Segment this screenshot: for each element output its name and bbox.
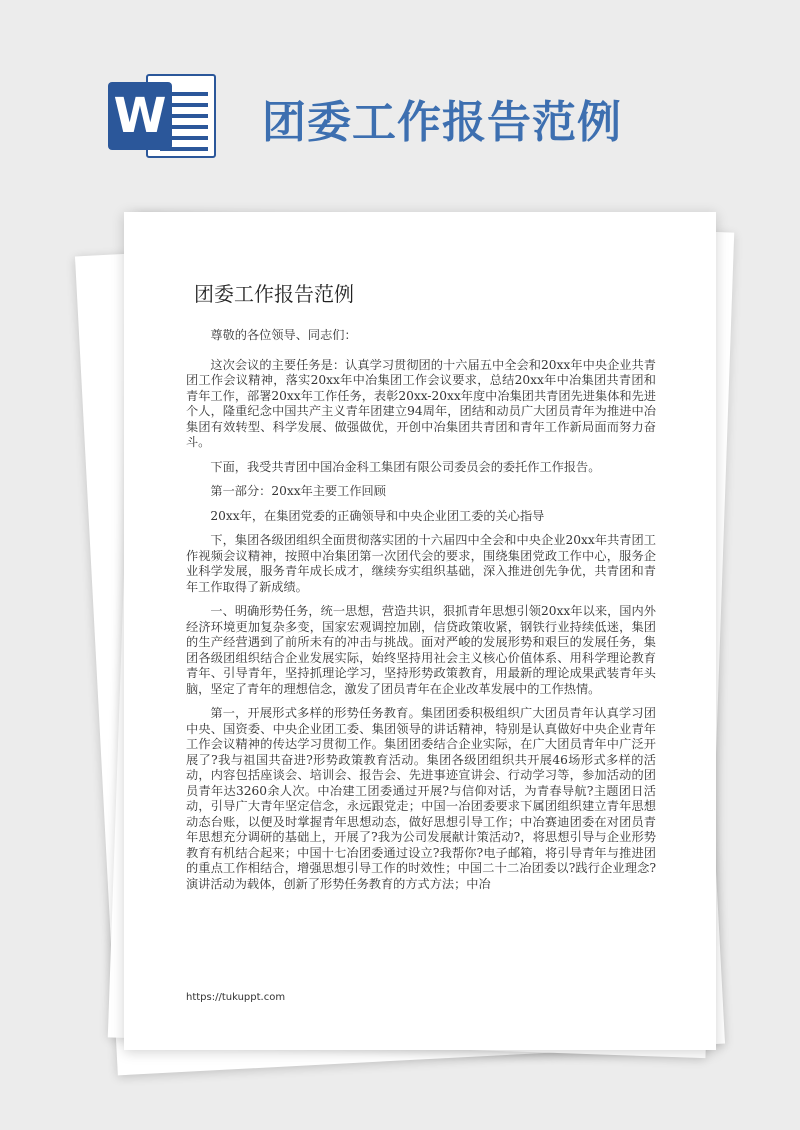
paragraph: 下，集团各级团组织全面贯彻落实团的十六届四中全会和中央企业20xx年共青团工作视频会议精神，按照中冶集团第一次团代会的要求，围绕集团党政工作中心，服务企业科学发展，服务青年成长成才，继续夯实组织基础，深入推进创先争优，共青团和青年工作取得了新成绩。 [186,533,656,594]
document-page [124,212,716,1050]
paragraph: 20xx年，在集团党委的正确领导和中央企业团工委的关心指导 [210,508,545,523]
greeting: 尊敬的各位领导、同志们： [210,328,357,342]
footer-url: https://tukuppt.com [186,992,286,1003]
document-title: 团委工作报告范例 [194,282,354,306]
paragraph: 第一，开展形式多样的形势任务教育。集团团委积极组织广大团员青年认真学习团中央、国资委、中央企业团工委、集团领导的讲话精神，特别是认真做好中央企业青年工作会议精神的传达学习贯彻工作。集团团委结合企业实际，在广大团员青年中广泛开展了?我与祖国共奋进?形势政策教育活动。集团各级团组织共开展46场形式多样的活动，内容包括座谈会、培训会、报告会、先进事迹宣讲会、行动学习等，参加活动的团员青年达3260余人次。中冶建工团委通过开展?与信仰对话，为青春导航?主题团日活动，引导广大青年坚定信念，永远跟党走；中国一冶团委要求下属团组织建立青年思想动态台账，以便及时掌握青年思想动态，做好思想引导工作；中冶赛迪团委在对团员青年思想充分调研的基础上，开展了?我为公司发展献计策活动?，将思想引导与企业形势教育有机结合起来；中国十七冶团委通过设立?我帮你?电子邮箱，将引导青年与推进团的重点工作相结合，增强思想引导工作的时效性；中国二十二冶团委以?践行企业理念?演讲活动为载体，创新了形势任务教育的方式方法；中冶 [186,706,656,891]
word-logo [108,70,220,162]
paragraph: 一、明确形势任务，统一思想，营造共识，狠抓青年思想引领20xx年以来，国内外经济环境更加复杂多变，国家宏观调控加剧，信贷政策收紧，钢铁行业持续低迷，集团的生产经营遇到了前所未有的冲击与挑战。面对严峻的发展形势和艰巨的发展任务，集团各级团组织结合企业发展实际，始终坚持用社会主义核心价值体系、用科学理论教育青年、引导青年，坚持抓理论学习，坚持形势政策教育，用最新的理论成果武装青年头脑，坚定了青年的理想信念，激发了团员青年在企业改革发展中的工作热情。 [186,604,656,696]
paragraph: 这次会议的主要任务是：认真学习贯彻团的十六届五中全会和20xx年中央企业共青团工作会议精神，落实20xx年中冶集团工作会议要求，总结20xx年中冶集团共青团和青年工作，部署20xx年工作任务，表彰20xx-20xx年度中冶集团共青团先进集体和先进个人，隆重纪念中国共产主义青年团建立94周年，团结和动员广大团员青年为推进中冶集团有效转型、科学发展、做强做优，开创中冶集团共青团和青年工作新局面而努力奋斗。 [186,357,656,449]
word-badge-icon: W [108,82,172,150]
section-heading: 第一部分：20xx年主要工作回顾 [210,484,386,498]
paragraph: 下面，我受共青团中国冶金科工集团有限公司委员会的委托作工作报告。 [210,459,601,474]
header-title: 团委工作报告范例 [262,97,622,148]
document-body [186,328,656,901]
